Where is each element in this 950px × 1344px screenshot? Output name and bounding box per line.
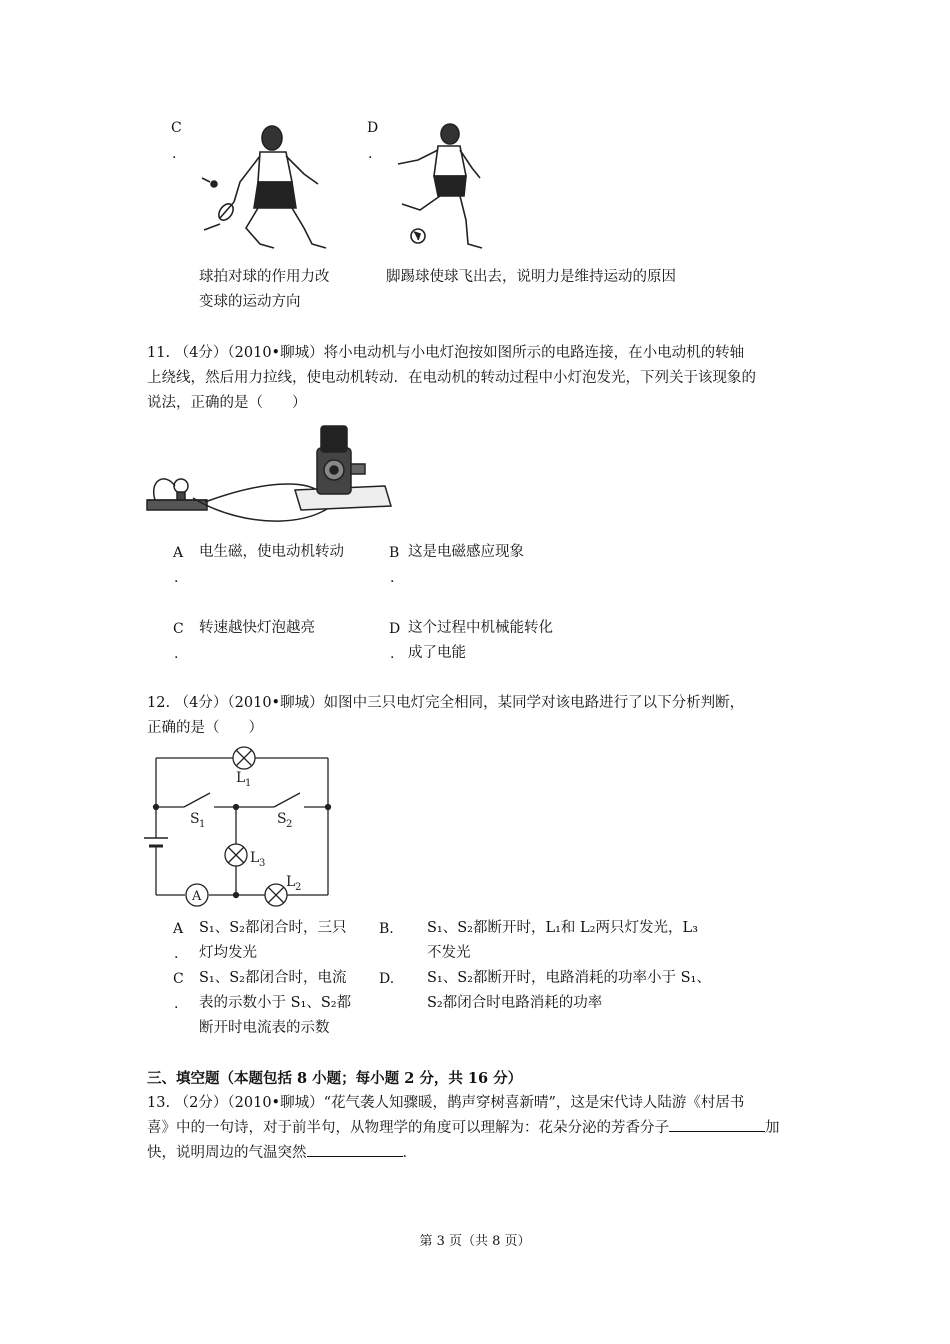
q11-option-b-dot: .: [390, 570, 395, 586]
q11-option-d-dot: .: [390, 646, 395, 662]
option-c-text-line2: 变球的运动方向: [199, 294, 301, 310]
q11-option-c-letter: C: [173, 621, 184, 637]
q12-option-d-letter: D.: [379, 971, 395, 987]
q12-line1: 12. （4分）（2010•聊城）如图中三只电灯完全相同，某同学对该电路进行了以下分析判断，: [147, 695, 745, 711]
label-l2: L: [286, 874, 296, 890]
option-c-text-line1: 球拍对球的作用力改: [199, 269, 330, 285]
label-s2-sub: 2: [286, 819, 293, 830]
q12-option-c-line2: 表的示数小于 S₁、S₂都: [199, 995, 352, 1011]
q12-option-b-line1: S₁、S₂都断开时，L₁和 L₂两只灯发光，L₃: [427, 920, 698, 936]
q12-option-b-line2: 不发光: [427, 945, 471, 961]
three-lamp-circuit-diagram: [140, 745, 340, 910]
label-l1-sub: 1: [245, 778, 252, 789]
q12-option-c-line1: S₁、S₂都闭合时，电流: [199, 970, 347, 986]
q13-line2: [147, 1116, 780, 1141]
q12-line2: 正确的是（ ）: [147, 720, 263, 736]
q11-line3: 说法，正确的是（ ）: [147, 395, 307, 411]
label-s2: S: [277, 811, 287, 827]
q11-option-a-text: 电生磁，使电动机转动: [199, 544, 344, 560]
q13-line3-end: ．: [402, 1145, 417, 1161]
option-d-dot: .: [368, 146, 373, 162]
motor-bulb-circuit-illustration: [145, 420, 395, 530]
q13-line1: 13. （2分）（2010•聊城）“花气袭人知骤暖，鹊声穿树喜新晴”，这是宋代诗人陆游《村居书: [147, 1095, 745, 1111]
q13-line2-text: 喜》中的一句诗，对于前半句，从物理学的角度可以理解为：花朵分泌的芳香分子: [147, 1120, 669, 1136]
answer-blank-1[interactable]: [669, 1117, 765, 1132]
option-d-letter: D: [367, 120, 379, 136]
q12-option-d-line2: S₂都闭合时电路消耗的功率: [427, 995, 603, 1011]
label-ammeter: A: [192, 889, 202, 904]
q11-option-a-dot: .: [174, 570, 179, 586]
switch-s1-icon: [184, 793, 210, 807]
q11-option-c-text: 转速越快灯泡越亮: [199, 620, 315, 636]
switch-s2-icon: [274, 793, 300, 807]
q12-option-a-line1: S₁、S₂都闭合时，三只: [199, 920, 347, 936]
section-3-title: 三、填空题（本题包括 8 小题；每小题 2 分，共 16 分）: [147, 1070, 523, 1087]
q11-option-d-letter: D: [389, 621, 401, 637]
q13-line3: [147, 1141, 417, 1166]
q12-option-a-line2: 灯均发光: [199, 945, 257, 961]
page-footer: 第 3 页（共 8 页）: [419, 1234, 531, 1249]
soccer-player-illustration: [388, 120, 488, 260]
q12-option-d-line1: S₁、S₂都断开时，电路消耗的功率小于 S₁、: [427, 970, 711, 986]
q12-option-c-letter: C: [173, 971, 184, 987]
q12-option-b-letter: B.: [379, 921, 394, 937]
label-l1: L: [236, 770, 246, 786]
answer-blank-2[interactable]: [307, 1142, 403, 1157]
q13-line2-end: 加: [765, 1120, 780, 1136]
q12-option-c-dot: .: [174, 996, 179, 1012]
q12-option-c-line3: 断开时电流表的示数: [199, 1020, 330, 1036]
q11-line2: 上绕线，然后用力拉线，使电动机转动．在电动机的转动过程中小灯泡发光，下列关于该现象的: [147, 370, 756, 386]
q12-option-a-letter: A: [173, 921, 184, 937]
label-s1: S: [190, 811, 200, 827]
q11-option-d-text-line1: 这个过程中机械能转化: [408, 620, 553, 636]
q12-option-a-dot: .: [174, 946, 179, 962]
q13-line3-text: 快，说明周边的气温突然: [147, 1145, 307, 1161]
label-s1-sub: 1: [199, 819, 206, 830]
label-l3: L: [250, 850, 260, 866]
q11-option-b-letter: B: [389, 545, 400, 561]
option-c-letter: C: [171, 120, 182, 136]
badminton-player-illustration: [200, 120, 340, 260]
option-d-text: 脚踢球使球飞出去，说明力是维持运动的原因: [386, 269, 676, 285]
label-l3-sub: 3: [259, 858, 266, 869]
option-c-dot: .: [172, 146, 177, 162]
q11-option-b-text: 这是电磁感应现象: [408, 544, 524, 560]
q11-line1: 11. （4分）（2010•聊城）将小电动机与小电灯泡按如图所示的电路连接，在小电动机的转轴: [147, 345, 745, 361]
q11-option-c-dot: .: [174, 646, 179, 662]
q11-option-a-letter: A: [173, 545, 184, 561]
q11-option-d-text-line2: 成了电能: [408, 645, 466, 661]
label-l2-sub: 2: [295, 882, 302, 893]
